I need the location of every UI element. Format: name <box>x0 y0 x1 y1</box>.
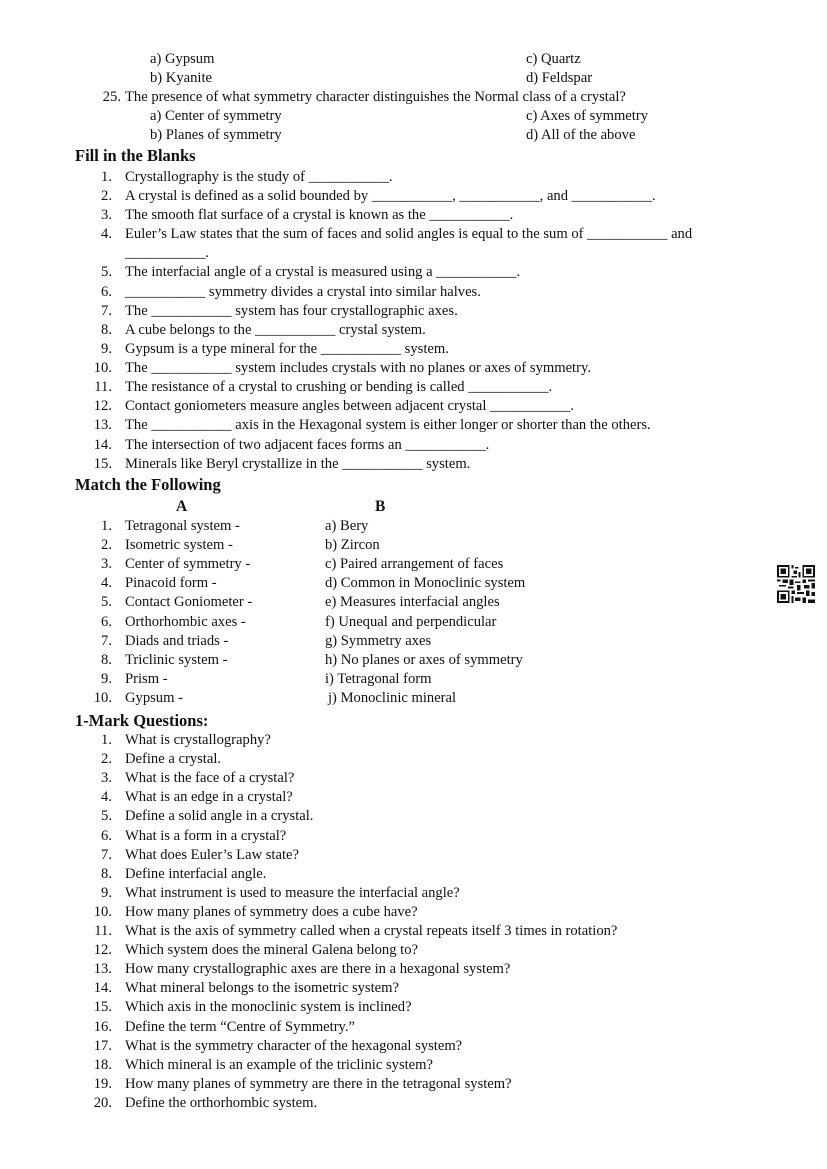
list-item <box>0 302 827 321</box>
item-number: 6. <box>101 827 112 844</box>
item-text: Euler’s Law states that the sum of faces and solid angles is equal to the sum of ___________ and <box>125 226 693 242</box>
item-number: 3. <box>101 207 112 223</box>
list-item <box>0 807 827 826</box>
list-item <box>0 187 827 206</box>
item-number: 8. <box>101 865 112 882</box>
item-number: 2. <box>101 751 112 768</box>
list-item <box>0 416 827 435</box>
item-text: The resistance of a crystal to crushing or bending is called ___________. <box>125 379 553 395</box>
item-number: 11. <box>94 923 112 939</box>
item-number: 6. <box>101 284 112 300</box>
table-row <box>0 555 827 574</box>
question-text: What is a form in a crystal? <box>125 827 287 844</box>
list-item <box>0 731 827 750</box>
item-number: 8. <box>101 322 112 338</box>
list-item <box>0 941 827 960</box>
question-text-continuation: ___________. <box>125 245 209 261</box>
item-number: 1. <box>101 518 112 534</box>
item-number: 18. <box>93 1056 112 1073</box>
question-text: Which axis in the monoclinic system is inclined? <box>125 999 412 1016</box>
item-number: 10. <box>93 360 112 376</box>
match-answer: h) No planes or axes of symmetry <box>325 651 523 668</box>
item-number: 16. <box>93 1018 112 1035</box>
list-item <box>0 865 827 884</box>
item-number: 14. <box>93 437 112 453</box>
item-number: 7. <box>101 846 112 863</box>
list-item <box>0 750 827 769</box>
list-item <box>0 960 827 979</box>
table-row <box>0 670 827 689</box>
item-number: 12. <box>93 398 112 414</box>
question-text: How many planes of symmetry are there in the tetragonal system? <box>125 1075 512 1092</box>
table-row <box>0 536 827 555</box>
item-number: 4. <box>101 575 112 592</box>
item-text: The ___________ system has four crystallographic axes. <box>125 303 458 319</box>
table-row <box>0 651 827 670</box>
match-answer: b) Zircon <box>325 537 380 554</box>
list-item <box>0 788 827 807</box>
section-heading-match: Match the Following <box>75 475 221 494</box>
item-number: 19. <box>93 1075 112 1092</box>
item-number: 9. <box>101 670 112 687</box>
option-text: c) Axes of symmetry <box>526 108 648 124</box>
list-item <box>0 455 827 474</box>
match-term: Isometric system - <box>125 537 233 554</box>
list-item <box>0 1056 827 1075</box>
item-number: 2. <box>101 188 112 204</box>
item-number: 6. <box>101 613 112 630</box>
question-text: What instrument is used to measure the interfacial angle? <box>125 884 460 901</box>
list-item <box>0 225 827 244</box>
item-text: The ___________ system includes crystals with no planes or axes of symmetry. <box>125 360 591 376</box>
list-item <box>0 436 827 455</box>
question-text: Define interfacial angle. <box>125 865 267 882</box>
list-item <box>0 979 827 998</box>
item-number: 17. <box>93 1037 112 1054</box>
item-text: The interfacial angle of a crystal is measured using a ___________. <box>125 264 521 280</box>
item-text: Minerals like Beryl crystallize in the ___________ system. <box>125 456 471 472</box>
match-answer: j) Monoclinic mineral <box>328 689 457 706</box>
question-text: How many crystallographic axes are there in a hexagonal system? <box>125 961 511 978</box>
item-number: 9. <box>101 884 112 901</box>
option-text: a) Gypsum <box>150 51 215 67</box>
list-item <box>0 1075 827 1094</box>
match-term: Diads and triads - <box>125 632 229 649</box>
item-text: Gypsum is a type mineral for the ___________ system. <box>125 341 449 357</box>
list-item <box>0 1037 827 1056</box>
list-item <box>0 340 827 359</box>
match-answer: i) Tetragonal form <box>325 670 432 687</box>
list-item <box>0 1094 827 1113</box>
item-number: 14. <box>93 980 112 997</box>
match-answer: a) Bery <box>325 518 369 534</box>
section-heading-fill-blanks: Fill in the Blanks <box>75 146 196 165</box>
item-number: 11. <box>94 379 112 395</box>
item-number: 3. <box>101 556 112 573</box>
option-text: c) Quartz <box>526 51 581 67</box>
table-row <box>0 593 827 612</box>
list-item <box>0 206 827 225</box>
option-text: a) Center of symmetry <box>150 108 282 124</box>
question-text: Define a crystal. <box>125 751 222 768</box>
item-text: Contact goniometers measure angles between adjacent crystal ___________. <box>125 398 575 414</box>
match-answer: d) Common in Monoclinic system <box>325 575 526 592</box>
match-answer: e) Measures interfacial angles <box>325 594 500 611</box>
match-term: Contact Goniometer - <box>125 594 253 611</box>
match-term: Orthorhombic axes - <box>125 613 246 630</box>
item-number: 1. <box>101 732 112 748</box>
item-text: ___________ symmetry divides a crystal into similar halves. <box>125 284 481 300</box>
item-number: 3. <box>101 770 112 787</box>
question-text: What mineral belongs to the isometric system? <box>125 980 399 997</box>
table-row <box>0 613 827 632</box>
item-number: 20. <box>93 1094 112 1111</box>
question-text: What is crystallography? <box>125 732 271 748</box>
table-row <box>0 517 827 536</box>
match-answer: c) Paired arrangement of faces <box>325 556 504 573</box>
item-text: A crystal is defined as a solid bounded by ___________, ___________, and ___________. <box>125 188 656 204</box>
list-item <box>0 884 827 903</box>
item-number: 5. <box>101 594 112 611</box>
list-item <box>0 922 827 941</box>
item-number: 9. <box>101 341 112 357</box>
item-number: 4. <box>101 789 112 806</box>
list-item <box>0 168 827 187</box>
question-text: The presence of what symmetry character distinguishes the Normal class of a crystal? <box>125 89 626 105</box>
item-number: 12. <box>93 942 112 959</box>
match-term: Center of symmetry - <box>125 556 251 573</box>
match-answer: g) Symmetry axes <box>325 632 432 649</box>
item-number: 10. <box>93 689 112 706</box>
list-item <box>0 903 827 922</box>
list-item <box>0 321 827 340</box>
column-header-a: A <box>176 498 188 515</box>
item-number: 10. <box>93 903 112 920</box>
item-number: 7. <box>101 632 112 649</box>
item-text: A cube belongs to the ___________ crystal system. <box>125 322 426 338</box>
question-text: What is the axis of symmetry called when a crystal repeats itself 3 times in rotation? <box>125 923 618 939</box>
question-text: Which mineral is an example of the triclinic system? <box>125 1056 433 1073</box>
question-text: What is an edge in a crystal? <box>125 789 293 806</box>
item-number: 5. <box>101 808 112 825</box>
item-number: 1. <box>101 169 112 185</box>
question-text: What does Euler’s Law state? <box>125 846 299 863</box>
item-text: The intersection of two adjacent faces forms an ___________. <box>125 437 490 453</box>
match-answer: f) Unequal and perpendicular <box>325 613 497 630</box>
question-text: Define the term “Centre of Symmetry.” <box>125 1018 356 1035</box>
item-number: 7. <box>101 303 112 319</box>
item-text: The smooth flat surface of a crystal is known as the ___________. <box>125 207 514 223</box>
list-item <box>0 846 827 865</box>
item-number: 15. <box>93 456 112 472</box>
option-text: d) All of the above <box>526 127 636 143</box>
list-item <box>0 769 827 788</box>
question-text: Which system does the mineral Galena belong to? <box>125 942 419 959</box>
question-number: 25. <box>102 89 121 105</box>
question-row <box>0 88 827 107</box>
question-text: What is the symmetry character of the hexagonal system? <box>125 1037 463 1054</box>
qr-code-icon <box>777 565 815 603</box>
item-number: 13. <box>93 417 112 433</box>
question-text: Define the orthorhombic system. <box>125 1094 318 1111</box>
list-item <box>0 827 827 846</box>
question-text: Define a solid angle in a crystal. <box>125 808 314 825</box>
option-text: b) Kyanite <box>150 70 213 86</box>
match-term: Triclinic system - <box>125 651 228 668</box>
item-number: 2. <box>101 537 112 554</box>
item-number: 8. <box>101 651 112 668</box>
list-item <box>0 283 827 302</box>
match-term: Gypsum - <box>125 689 183 706</box>
item-number: 13. <box>93 961 112 978</box>
item-number: 4. <box>101 226 112 242</box>
question-text: What is the face of a crystal? <box>125 770 295 787</box>
column-header-b: B <box>375 498 386 515</box>
item-number: 5. <box>101 264 112 280</box>
list-item <box>0 397 827 416</box>
option-text: d) Feldspar <box>526 70 593 86</box>
list-item <box>0 359 827 378</box>
match-term: Prism - <box>125 670 168 687</box>
item-text: The ___________ axis in the Hexagonal system is either longer or shorter than the others. <box>125 417 651 433</box>
item-number: 15. <box>93 999 112 1016</box>
table-row <box>0 632 827 651</box>
table-row <box>0 574 827 593</box>
list-item <box>0 998 827 1017</box>
section-heading-one-mark: 1-Mark Questions: <box>75 711 209 730</box>
match-term: Pinacoid form - <box>125 575 217 592</box>
list-item <box>0 378 827 397</box>
item-text: Crystallography is the study of ___________. <box>125 169 393 185</box>
option-text: b) Planes of symmetry <box>150 127 282 143</box>
table-row <box>0 689 827 708</box>
list-item <box>0 1018 827 1037</box>
question-text: How many planes of symmetry does a cube have? <box>125 903 418 920</box>
list-item <box>0 263 827 282</box>
match-term: Tetragonal system - <box>125 518 240 534</box>
